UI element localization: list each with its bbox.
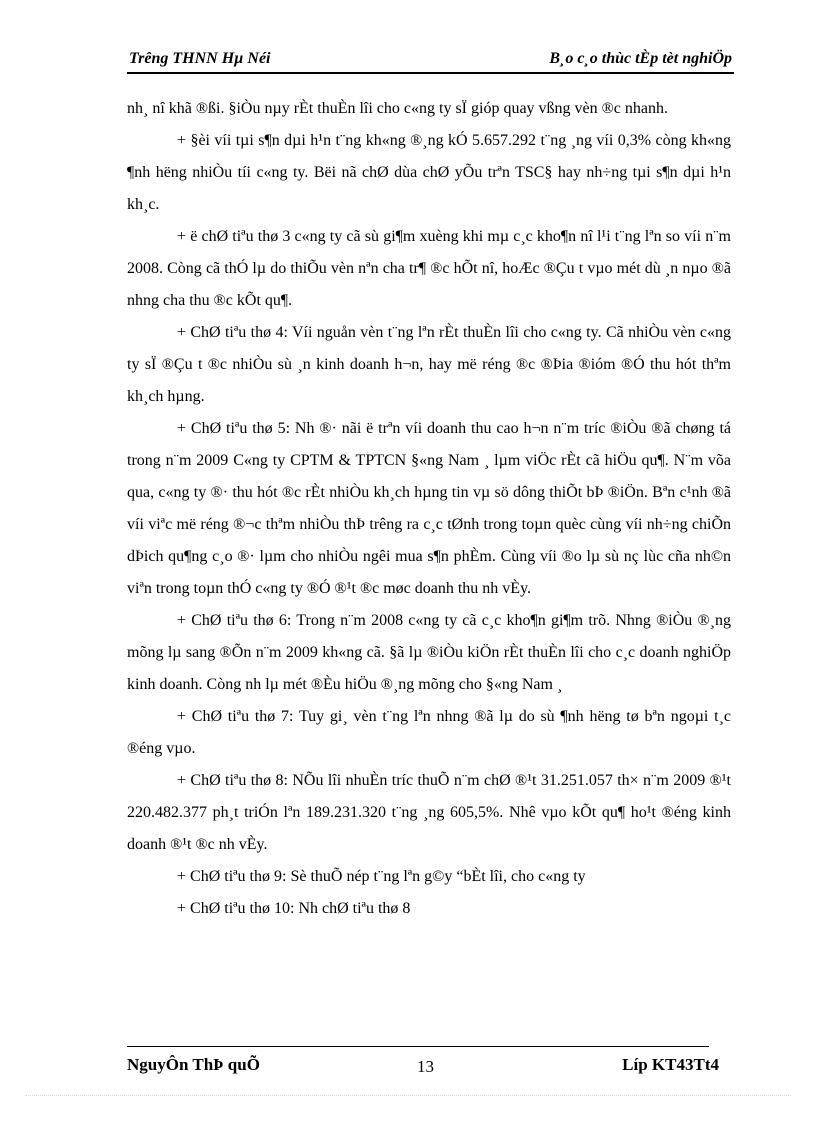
paragraph: + ChØ tiªu thø 4: Víi nguån vèn t¨ng lªn rÈt thuÈn lîi cho c«ng ty. Cã nhiÒu vèn c«ng ty sÏ ®Çu t ®c nhiÒu sù ¸n kinh doanh h¬n, hay më réng ®c ®Þia ®ióm ®Ó thu hót thªm kh¸ch hµng. [127,324,731,405]
page-footer [127,1052,719,1078]
body-text [127,93,731,925]
paragraph: + ë chØ tiªu thø 3 c«ng ty cã sù gi¶m xuèng khi mµ c¸c kho¶n nî l¹i t¨ng lªn so víi n¨m 2008. Còng cã thÓ lµ do thiÕu vèn nªn cha tr¶ ®c hÕt nî, hoÆc ®Çu t vµo mét dù ¸n nµo ®ã nhng cha thu ®c kÕt qu¶. [127,228,731,309]
paragraph: nh¸ nî khã ®ßi. §iÒu nµy rÈt thuÈn lîi cho c«ng ty sÏ gióp quay vßng vèn ®c nhanh. [127,100,669,117]
paragraph: + ChØ tiªu thø 7: Tuy gi¸ vèn t¨ng lªn nhng ®ã lµ do sù ¶nh hëng tø bªn ngoµi t¸c ®éng vµo. [127,708,731,757]
paragraph: + ChØ tiªu thø 9: Sè thuÕ nép t¨ng lªn g©y “bÈt lîi, cho c«ng ty [177,868,586,885]
page-header [127,50,734,74]
header-report-title: B¸o c¸o thùc tÈp tèt nghiÖp [549,50,732,67]
page-number: 13 [417,1057,434,1076]
footer-divider [127,1046,709,1047]
header-school: Trêng THNN Hµ Néi [129,50,271,67]
page-edge-divider [25,1095,791,1096]
paragraph: + ChØ tiªu thø 10: Nh chØ tiªu thø 8 [177,900,411,917]
paragraph: + ChØ tiªu thø 6: Trong n¨m 2008 c«ng ty cã c¸c kho¶n gi¶m trõ. Nhng ®iÒu ®¸ng mõng lµ sang ®Õn n¨m 2009 kh«ng cã. §ã lµ ®iÒu kiÖn rÈt thuÈn lîi cho c¸c doanh nghiÖp kinh doanh. Còng nh lµ mét ®Èu hiÖu ®¸ng mõng cho §«ng Nam ¸ [127,612,731,693]
paragraph: + ChØ tiªu thø 8: NÕu lîi nhuÈn tríc thuÕ n¨m chØ ®¹t 31.251.057 th× n¨m 2009 ®¹t 220.482.377 ph¸t triÓn lªn 189.231.320 t¨ng ¸ng 605,5%. Nhê vµo kÕt qu¶ ho¹t ®éng kinh doanh ®¹t ®c nh vÈy. [127,772,731,853]
footer-author: NguyÔn ThÞ quÕ [127,1055,260,1074]
footer-class: Líp KT43Tt4 [622,1055,719,1074]
paragraph: + ChØ tiªu thø 5: Nh ®· nãi ë trªn víi doanh thu cao h¬n n¨m tríc ®iÒu ®ã chøng tá trong n¨m 2009 C«ng ty CPTM & TPTCN §«ng Nam ¸ lµm viÖc rÈt cã hiÖu qu¶. N¨m võa qua, c«ng ty ®· thu hót ®c rÈt nhiÒu kh¸ch hµng tin vµ sö dông thiÕt bÞ ®iÖn. Bªn c¹nh ®ã víi viªc më réng ®¬c thªm nhiÒu thÞ trêng ra c¸c tØnh trong toµn quèc cùng víi nh÷ng chiÕn dÞich qu¶ng c¸o ®· lµm cho nhiÒu ngêi mua s¶n phÈm. Cùng víi ®o lµ sù nç lùc cña nh©n viªn trong toµn thÓ c«ng ty ®Ó ®¹t ®c møc doanh thu nh vÈy. [127,420,731,597]
paragraph: + §èi víi tµi s¶n dµi h¹n t¨ng kh«ng ®¸ng kÓ 5.657.292 t¨ng ¸ng víi 0,3% còng kh«ng ¶nh hëng nhiÒu tíi c«ng ty. Bëi nã chØ dùa chØ yÕu trªn TSC§ hay nh÷ng tµi s¶n dµi h¹n kh¸c. [127,132,731,213]
